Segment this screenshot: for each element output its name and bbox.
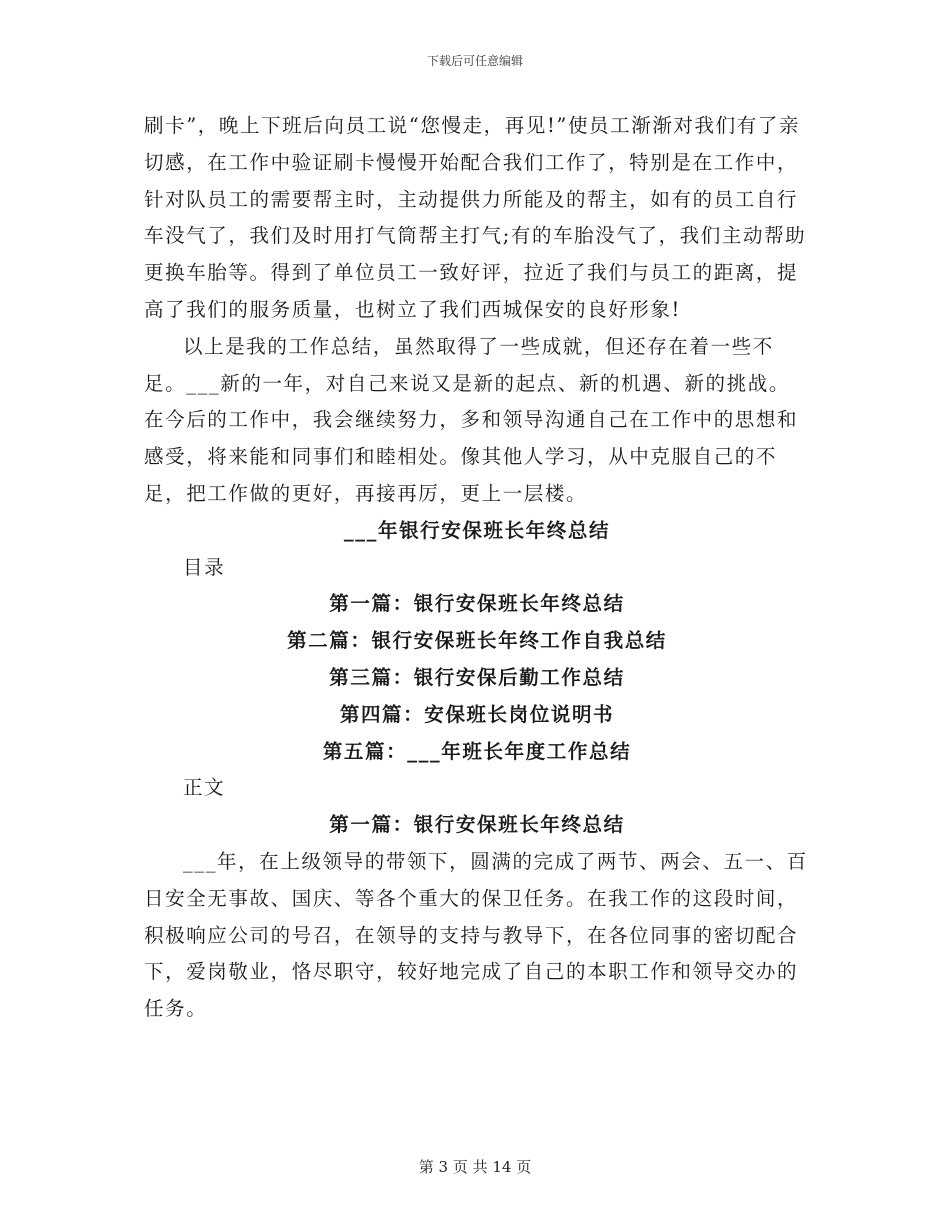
document-title: ___年银行安保班长年终总结	[343, 518, 611, 542]
body-label: 正文	[183, 776, 226, 800]
toc-item-5: 第五篇：___年班长年度工作总结	[322, 739, 632, 763]
document-body	[144, 108, 810, 1028]
section-title: 第一篇：银行安保班长年终总结	[329, 813, 625, 837]
page-header: 下载后可任意编辑	[426, 54, 523, 68]
paragraph-section1: ___年，在上级领导的带领下，圆满的完成了两节、两会、五一、百日安全无事故、国庆、等各个重大的保卫任务。在我工作的这段时间，积极响应公司的号召，在领导的支持与教导下，在各位同事的密切配合下，爱岗敬业，恪尽职守，较好地完成了自己的本职工作和领导交办的任务。	[144, 849, 808, 1021]
toc-item-1: 第一篇：银行安保班长年终总结	[329, 592, 625, 616]
toc-label: 目录	[183, 555, 226, 579]
page-footer: 第 3 页 共 14 页	[418, 1158, 532, 1176]
toc-item-2: 第二篇：银行安保班长年终工作自我总结	[287, 629, 667, 653]
toc-item-3: 第三篇：银行安保后勤工作总结	[329, 665, 625, 689]
toc-item-4: 第四篇：安保班长岗位说明书	[339, 702, 615, 726]
paragraph-summary: 以上是我的工作总结，虽然取得了一些成就，但还存在着一些不足。___新的一年，对自己来说又是新的起点、新的机遇、新的挑战。在今后的工作中，我会继续努力，多和领导沟通自己在工作中的思想和感受，将来能和同事们和睦相处。像其他人学习，从中克服自己的不足，把工作做的更好，再接再厉，更上一层楼。	[144, 334, 799, 505]
paragraph-continued: 刷卡”，晚上下班后向员工说“您慢走，再见!”使员工渐渐对我们有了亲切感，在工作中验证刷卡慢慢开始配合我们工作了，特别是在工作中，针对队员工的需要帮主时，主动提供力所能及的帮主，如有的员工自行车没气了，我们及时用打气筒帮主打气;有的车胎没气了，我们主动帮助更换车胎等。得到了单位员工一致好评，拉近了我们与员工的距离，提高了我们的服务质量，也树立了我们西城保安的良好形象!	[144, 114, 807, 321]
